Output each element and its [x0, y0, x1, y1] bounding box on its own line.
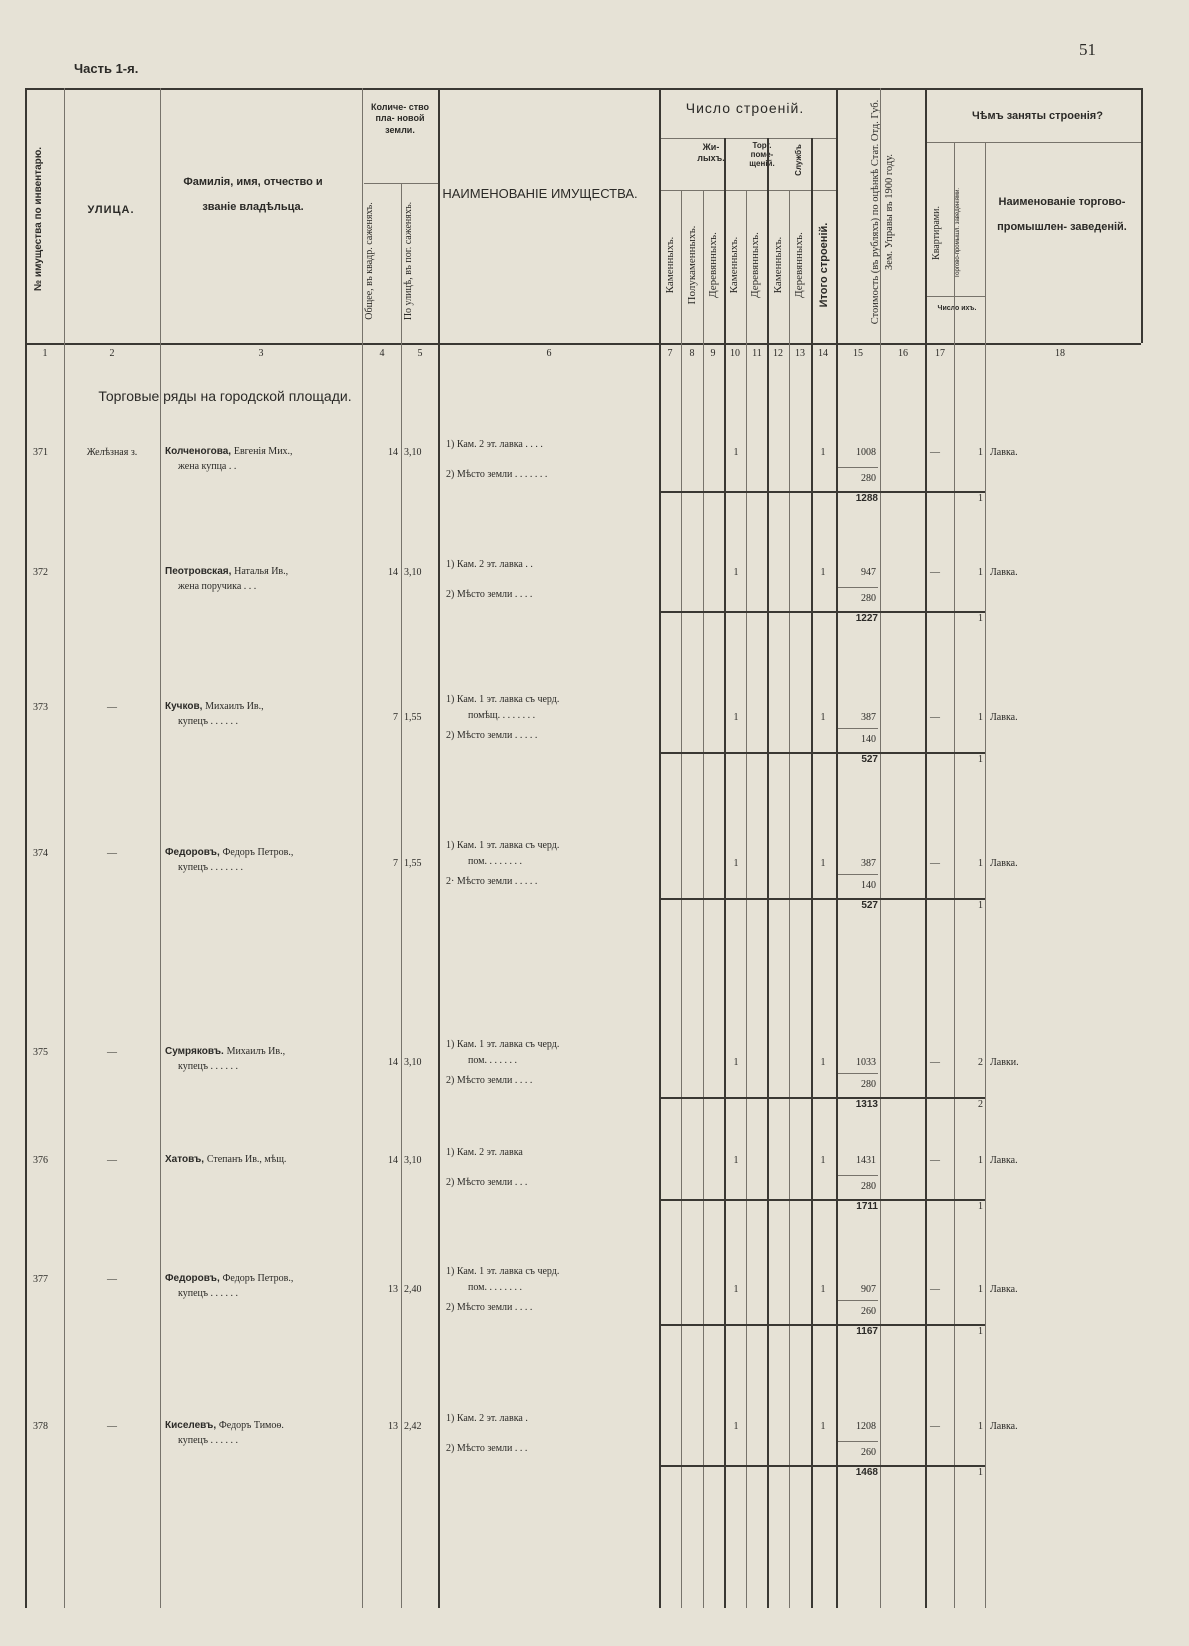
property-item-1: 1) Кам. 1 эт. лавка съ черд. — [446, 1266, 560, 1277]
apartments-dash: — — [930, 1057, 940, 1068]
apartments-dash: — — [930, 1155, 940, 1166]
establishments-count: 1 — [978, 447, 983, 458]
header-wood-2: Деревянныхъ. — [749, 232, 761, 298]
header-stone-3: Каменныхъ. — [772, 236, 784, 294]
property-item-2: 2) Мѣсто земли . . . — [446, 1177, 528, 1188]
header-total-buildings: Итого строеній. — [818, 222, 830, 308]
header-occupied-group: Чѣмъ заняты строенія? — [972, 110, 1103, 122]
value-land: 260 — [861, 1447, 876, 1458]
stone-trade-count: 1 — [733, 858, 739, 869]
establishment-name: Лавка. — [990, 567, 1018, 578]
owner-title: купецъ . . . . . . — [178, 1288, 239, 1299]
value-land: 280 — [861, 1181, 876, 1192]
value-building: 387 — [861, 712, 876, 723]
table-left-border — [25, 88, 27, 1608]
property-item-2: 2) Мѣсто земли . . . . — [446, 589, 533, 600]
total-buildings: 1 — [820, 712, 826, 723]
header-street: УЛИЦА. — [87, 204, 135, 216]
inventory-number: 375 — [33, 1047, 48, 1058]
inventory-number: 371 — [33, 447, 48, 458]
value-building: 1008 — [856, 447, 876, 458]
street-name: Желѣзная з. — [86, 447, 138, 458]
stone-trade-count: 1 — [733, 1421, 739, 1432]
land-total: 14 — [388, 1057, 398, 1068]
column-number-9: 9 — [710, 348, 716, 359]
owner-name: Федоръ Тимоѳ. — [218, 1420, 284, 1431]
establishment-name: Лавка. — [990, 712, 1018, 723]
owner-title: купецъ . . . . . . — [178, 716, 239, 727]
stone-trade-count: 1 — [733, 1155, 739, 1166]
property-item-1: 1) Кам. 2 эт. лавка . — [446, 1413, 528, 1424]
owner — [165, 445, 360, 457]
stone-trade-count: 1 — [733, 712, 739, 723]
establishments-count: 1 — [978, 712, 983, 723]
owner — [165, 1153, 360, 1165]
header-wood-3: Деревянныхъ. — [793, 232, 805, 298]
owner-name: Михаилъ Ив., — [226, 1046, 286, 1057]
owner — [165, 565, 360, 577]
establishment-name: Лавка. — [990, 1284, 1018, 1295]
establishments-count: 1 — [978, 858, 983, 869]
land-street: 1,55 — [404, 712, 422, 723]
property-item-2: 2) Мѣсто земли . . . . . — [446, 730, 538, 741]
header-apartments: Квартирами. — [931, 206, 942, 260]
land-total: 13 — [388, 1284, 398, 1295]
value-building: 387 — [861, 858, 876, 869]
column-number-5: 5 — [417, 348, 423, 359]
apartments-dash: — — [930, 447, 940, 458]
value-building: 1208 — [856, 1421, 876, 1432]
value-total: 1167 — [856, 1326, 878, 1337]
land-rule — [838, 728, 878, 729]
owner-title: жена поручика . . . — [178, 581, 257, 592]
apartments-dash: — — [930, 1284, 940, 1295]
property-item-1: 1) Кам. 1 эт. лавка съ черд. — [446, 1039, 560, 1050]
total-buildings: 1 — [820, 567, 826, 578]
land-street: 1,55 — [404, 858, 422, 869]
subtotal-rule — [659, 1324, 985, 1326]
header-bottom-border — [25, 343, 1141, 345]
street-name: — — [107, 1047, 117, 1058]
total-buildings: 1 — [820, 1421, 826, 1432]
page-number: 51 — [1079, 40, 1096, 59]
establishment-name: Лавка. — [990, 1155, 1018, 1166]
subtotal-rule — [659, 898, 985, 900]
column-number-7: 7 — [667, 348, 673, 359]
inventory-number: 377 — [33, 1274, 48, 1285]
column-number-16: 16 — [898, 348, 908, 359]
property-item-1: 1) Кам. 1 эт. лавка съ черд. — [446, 840, 560, 851]
total-buildings: 1 — [820, 1155, 826, 1166]
owner-surname: Сумряковъ. — [165, 1046, 224, 1057]
land-rule — [838, 1441, 878, 1442]
value-land: 280 — [861, 1079, 876, 1090]
land-street: 3,10 — [404, 1057, 422, 1068]
value-building: 1033 — [856, 1057, 876, 1068]
table-top-border — [25, 88, 1141, 90]
total-buildings: 1 — [820, 1057, 826, 1068]
subtotal-rule — [659, 611, 985, 613]
sum-count: 1 — [978, 1326, 983, 1337]
land-rule — [838, 874, 878, 875]
property-item-1: 1) Кам. 2 эт. лавка . . . . — [446, 439, 543, 450]
sum-count: 2 — [978, 1099, 983, 1110]
header-names: Наименованіе торгово-промышлен- заведеній. — [997, 196, 1127, 234]
column-number-14: 14 — [818, 348, 828, 359]
header-buildings-group: Число строеній. — [685, 100, 805, 116]
property-item-1: 1) Кам. 2 эт. лавка . . — [446, 559, 533, 570]
section-title: Торговые ряды на городской площади. — [98, 388, 352, 404]
owner-name: Наталья Ив., — [234, 566, 289, 577]
header-value: Стоимость (въ рубляхъ) по оцѣнкѣ Стат. Отд. Губ. Зем. Управы въ 1900 году. — [870, 99, 896, 325]
column-number-2: 2 — [109, 348, 115, 359]
property-item-1-cont: помѣщ. . . . . . . . — [468, 710, 536, 721]
header-service: Службъ — [794, 144, 803, 176]
owner — [165, 1419, 360, 1431]
land-rule — [838, 1073, 878, 1074]
stone-trade-count: 1 — [733, 567, 739, 578]
header-wood-1: Деревянныхъ. — [707, 232, 719, 298]
column-number-6: 6 — [546, 348, 552, 359]
inventory-number: 374 — [33, 848, 48, 859]
land-street: 2,42 — [404, 1421, 422, 1432]
land-total: 7 — [393, 712, 398, 723]
value-land: 280 — [861, 473, 876, 484]
land-total: 14 — [388, 567, 398, 578]
property-item-2: 2) Мѣсто земли . . . . — [446, 1075, 533, 1086]
establishments-count: 1 — [978, 1284, 983, 1295]
value-total: 1288 — [855, 493, 878, 504]
street-name: — — [107, 1155, 117, 1166]
header-trade: Торг. поме- щеній. — [749, 141, 775, 169]
stone-trade-count: 1 — [733, 447, 739, 458]
owner-title: купецъ . . . . . . — [178, 1061, 239, 1072]
land-rule — [838, 1300, 878, 1301]
owner — [165, 1045, 360, 1057]
column-number-11: 11 — [752, 348, 762, 359]
sum-count: 1 — [978, 1467, 983, 1478]
establishments-count: 2 — [978, 1057, 983, 1068]
owner-name: Евгенія Мих., — [233, 446, 293, 457]
header-land-total: Общее, въ квадр. саженяхъ. — [364, 202, 375, 320]
land-street: 3,10 — [404, 567, 422, 578]
subtotal-rule — [659, 491, 985, 493]
property-item-1: 1) Кам. 1 эт. лавка съ черд. — [446, 694, 560, 705]
value-building: 907 — [861, 1284, 876, 1295]
property-item-2: 2· Мѣсто земли . . . . . — [446, 876, 538, 887]
owner-surname: Пеотровская, — [165, 566, 232, 577]
column-number-13: 13 — [795, 348, 805, 359]
apartments-dash: — — [930, 567, 940, 578]
owner-title: жена купца . . — [178, 461, 237, 472]
property-item-1: 1) Кам. 2 эт. лавка — [446, 1147, 523, 1158]
header-inventory: № имущества по инвентарю. — [33, 146, 44, 292]
establishment-name: Лавка. — [990, 447, 1018, 458]
header-semistone: Полукаменныхъ. — [686, 225, 698, 305]
header-owner: Фамилія, имя, отчество и званіе владѣльца. — [183, 176, 323, 214]
owner-name: Федоръ Петров., — [222, 847, 294, 858]
owner — [165, 846, 360, 858]
owner-surname: Хатовъ, — [165, 1154, 205, 1165]
value-total: 1711 — [856, 1201, 878, 1212]
total-buildings: 1 — [820, 858, 826, 869]
establishment-name: Лавка. — [990, 858, 1018, 869]
header-land-group: Количе- ство пла- новой земли. — [370, 102, 430, 135]
apartments-dash: — — [930, 858, 940, 869]
value-total: 1227 — [855, 613, 878, 624]
owner-name: Михаилъ Ив., — [205, 701, 264, 712]
street-name: — — [107, 848, 117, 859]
column-number-12: 12 — [773, 348, 783, 359]
value-total: 527 — [861, 900, 878, 911]
land-total: 7 — [393, 858, 398, 869]
column-number-17: 17 — [935, 348, 945, 359]
header-residential: Жи- лыхъ. — [697, 142, 725, 163]
property-item-1-cont: пом. . . . . . . — [468, 1055, 517, 1066]
sum-count: 1 — [978, 1201, 983, 1212]
apartments-dash: — — [930, 712, 940, 723]
property-item-1-cont: пом. . . . . . . . — [468, 856, 522, 867]
subtotal-rule — [659, 1097, 985, 1099]
header-stone-2: Каменныхъ. — [728, 236, 740, 294]
land-street: 3,10 — [404, 1155, 422, 1166]
land-rule — [838, 1175, 878, 1176]
owner-surname: Кучков, — [165, 701, 203, 712]
column-number-10: 10 — [730, 348, 740, 359]
column-number-1: 1 — [42, 348, 48, 359]
street-name: — — [107, 1421, 117, 1432]
part-label: Часть 1-я. — [74, 61, 139, 76]
table-right-border — [1141, 88, 1143, 343]
sum-count: 1 — [978, 493, 983, 504]
land-total: 13 — [388, 1421, 398, 1432]
property-item-2: 2) Мѣсто земли . . . . — [446, 1302, 533, 1313]
land-rule — [838, 587, 878, 588]
property-item-2: 2) Мѣсто земли . . . . . . . — [446, 469, 548, 480]
street-name: — — [107, 702, 117, 713]
inventory-number: 372 — [33, 567, 48, 578]
value-total: 527 — [861, 754, 878, 765]
subtotal-rule — [659, 752, 985, 754]
header-property: НАИМЕНОВАНІЕ ИМУЩЕСТВА. — [442, 186, 638, 201]
total-buildings: 1 — [820, 447, 826, 458]
total-buildings: 1 — [820, 1284, 826, 1295]
establishments-count: 1 — [978, 1155, 983, 1166]
stone-trade-count: 1 — [733, 1057, 739, 1068]
land-total: 14 — [388, 1155, 398, 1166]
owner-surname: Колченогова, — [165, 446, 232, 457]
column-number-15: 15 — [853, 348, 863, 359]
sum-count: 1 — [978, 754, 983, 765]
header-count: Число ихъ. — [937, 305, 977, 312]
subtotal-rule — [659, 1465, 985, 1467]
value-land: 140 — [861, 880, 876, 891]
establishments-count: 1 — [978, 1421, 983, 1432]
establishment-name: Лавка. — [990, 1421, 1018, 1432]
establishments-count: 1 — [978, 567, 983, 578]
header-land-street: По улицѣ, въ пог. саженяхъ. — [403, 201, 414, 321]
property-item-1-cont: пом. . . . . . . . — [468, 1282, 522, 1293]
value-building: 1431 — [856, 1155, 876, 1166]
owner-name: Степанъ Ив., мѣщ. — [206, 1154, 287, 1165]
owner-title: купецъ . . . . . . — [178, 1435, 239, 1446]
column-number-3: 3 — [258, 348, 264, 359]
value-total: 1468 — [855, 1467, 878, 1478]
apartments-dash: — — [930, 1421, 940, 1432]
inventory-number: 373 — [33, 702, 48, 713]
land-street: 3,10 — [404, 447, 422, 458]
owner-title: купецъ . . . . . . . — [178, 862, 244, 873]
column-number-8: 8 — [689, 348, 695, 359]
establishment-name: Лавки. — [990, 1057, 1019, 1068]
value-building: 947 — [861, 567, 876, 578]
owner-surname: Киселевъ, — [165, 1420, 217, 1431]
column-number-4: 4 — [379, 348, 385, 359]
inventory-number: 378 — [33, 1421, 48, 1432]
header-stone-1: Каменныхъ. — [664, 236, 676, 294]
owner-surname: Федоровъ, — [165, 1273, 220, 1284]
owner-name: Федоръ Петров., — [222, 1273, 294, 1284]
land-street: 2,40 — [404, 1284, 422, 1295]
street-name: — — [107, 1274, 117, 1285]
inventory-number: 376 — [33, 1155, 48, 1166]
sum-count: 1 — [978, 900, 983, 911]
property-item-2: 2) Мѣсто земли . . . — [446, 1443, 528, 1454]
header-trade-establishments: Торгово-промышл. заведеніями. — [955, 187, 961, 279]
owner — [165, 700, 360, 712]
column-number-18: 18 — [1055, 348, 1065, 359]
land-total: 14 — [388, 447, 398, 458]
subtotal-rule — [659, 1199, 985, 1201]
land-rule — [838, 467, 878, 468]
sum-count: 1 — [978, 613, 983, 624]
value-land: 280 — [861, 593, 876, 604]
value-land: 260 — [861, 1306, 876, 1317]
value-land: 140 — [861, 734, 876, 745]
owner — [165, 1272, 360, 1284]
stone-trade-count: 1 — [733, 1284, 739, 1295]
owner-surname: Федоровъ, — [165, 847, 220, 858]
value-total: 1313 — [855, 1099, 878, 1110]
